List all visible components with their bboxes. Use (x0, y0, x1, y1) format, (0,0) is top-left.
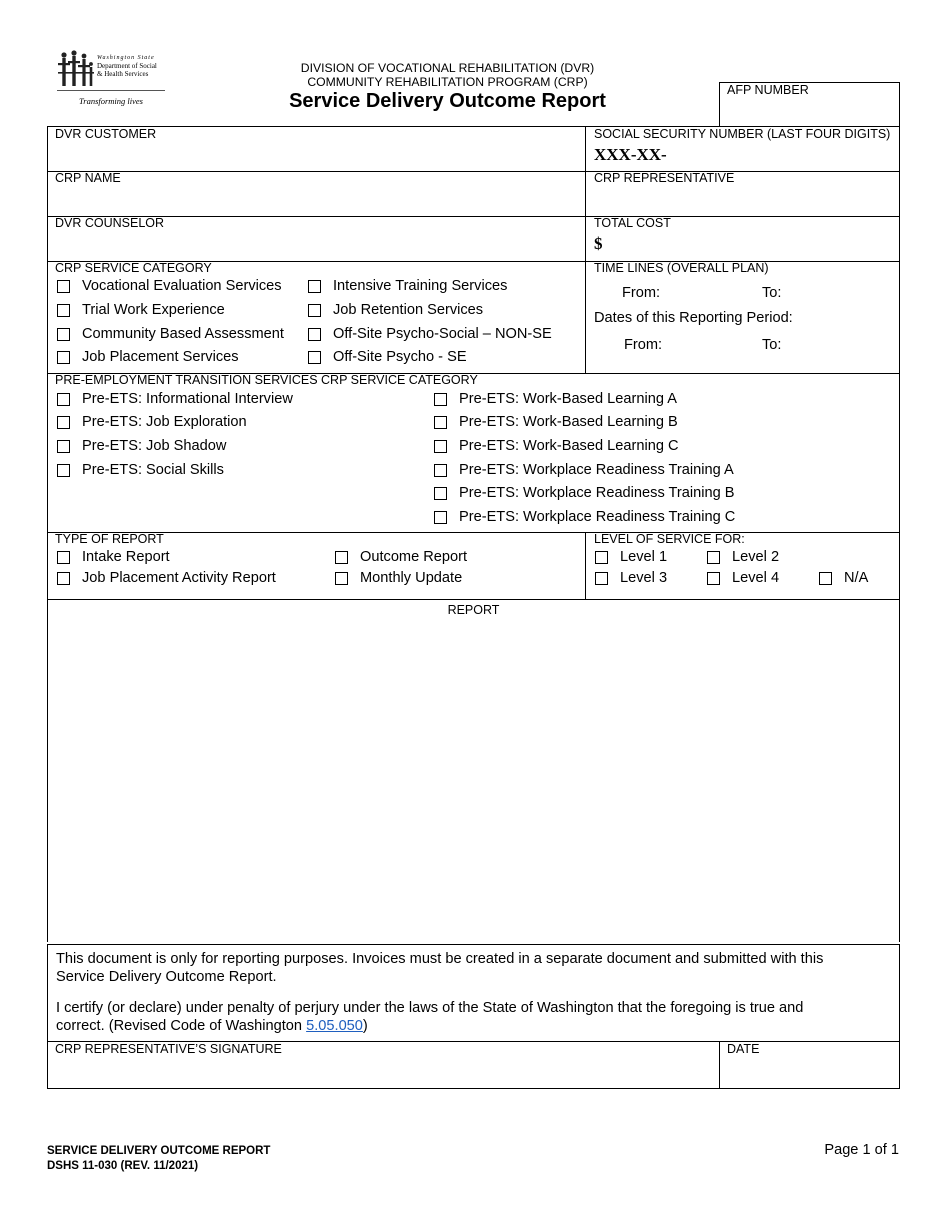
currency-symbol: $ (594, 234, 603, 253)
offsite-psycho-non-se-checkbox[interactable] (308, 328, 321, 341)
report-right-border (899, 600, 900, 942)
period-to-input[interactable] (788, 335, 893, 355)
checkbox-label: Off-Site Psycho-Social – NON-SE (333, 326, 552, 342)
signature-input[interactable] (48, 1058, 718, 1088)
level-3-checkbox[interactable] (595, 572, 608, 585)
checkbox-label: Job Placement Activity Report (82, 570, 276, 586)
column-divider (585, 532, 586, 600)
crp-service-category-label: CRP SERVICE CATEGORY (55, 261, 212, 275)
row-divider (47, 171, 900, 172)
row-divider (47, 216, 900, 217)
checkbox-label: Pre-ETS: Workplace Readiness Training C (459, 509, 736, 525)
pre-ets-job-exploration-checkbox[interactable] (57, 416, 70, 429)
checkbox-label: Pre-ETS: Job Shadow (82, 438, 227, 454)
ssn-last-four-input[interactable] (680, 144, 896, 168)
checkbox-label: Pre-ETS: Work-Based Learning B (459, 414, 678, 430)
trial-work-checkbox[interactable] (57, 304, 70, 317)
logo-rule (57, 90, 165, 91)
checkbox-label: Pre-ETS: Workplace Readiness Training A (459, 462, 734, 478)
notice-text: This document is only for reporting purposes. Invoices must be created in a separate document and submitted with this Service Delivery Outcome Report. (56, 951, 824, 985)
pre-ets-job-shadow-checkbox[interactable] (57, 440, 70, 453)
overall-from-input[interactable] (665, 283, 755, 303)
afp-number-label: AFP NUMBER (727, 83, 809, 97)
family-figures-icon (57, 50, 95, 88)
job-placement-checkbox[interactable] (57, 351, 70, 364)
pre-ets-wbl-b-checkbox[interactable] (434, 416, 447, 429)
checkbox-label: Outcome Report (360, 549, 468, 565)
column-divider (585, 126, 586, 374)
agency-name: Washington State Department of Social & Health Services (97, 55, 157, 78)
page-title: Service Delivery Outcome Report (289, 90, 606, 112)
pre-ets-wrt-a-checkbox[interactable] (434, 464, 447, 477)
pre-ets-social-skills-checkbox[interactable] (57, 464, 70, 477)
checkbox-label: Pre-ETS: Work-Based Learning C (459, 438, 679, 454)
report-left-border (47, 600, 48, 942)
checkbox-label: Pre-ETS: Social Skills (82, 462, 224, 478)
dshs-logo (57, 50, 167, 110)
crp-name-input[interactable] (48, 187, 584, 215)
division-name: DIVISION OF VOCATIONAL REHABILITATION (DVR) (300, 61, 595, 75)
report-label: REPORT (447, 603, 500, 617)
checkbox-label: Level 1 (620, 549, 668, 565)
timelines-label: TIME LINES (OVERALL PLAN) (594, 261, 769, 275)
pre-ets-label: PRE-EMPLOYMENT TRANSITION SERVICES CRP SERVICE CATEGORY (55, 373, 478, 387)
checkbox-label: Off-Site Psycho - SE (333, 349, 467, 365)
row-divider (47, 599, 900, 600)
checkbox-label: Vocational Evaluation Services (82, 278, 282, 294)
signature-label: CRP REPRESENTATIVE’S SIGNATURE (55, 1042, 282, 1056)
date-label: DATE (727, 1042, 760, 1056)
dvr-customer-input[interactable] (48, 142, 584, 170)
form-footer: SERVICE DELIVERY OUTCOME REPORT DSHS 11-030 (REV. 11/2021) (47, 1145, 271, 1172)
total-cost-input[interactable] (608, 232, 898, 259)
checkbox-label: Level 2 (732, 549, 780, 565)
level-2-checkbox[interactable] (707, 551, 720, 564)
level-na-checkbox[interactable] (819, 572, 832, 585)
type-of-report-label: TYPE OF REPORT (55, 532, 164, 546)
offsite-psycho-se-checkbox[interactable] (308, 351, 321, 364)
pre-ets-wbl-a-checkbox[interactable] (434, 393, 447, 406)
pre-ets-wrt-c-checkbox[interactable] (434, 511, 447, 524)
row-divider (47, 532, 900, 533)
job-retention-checkbox[interactable] (308, 304, 321, 317)
checkbox-label: Pre-ETS: Job Exploration (82, 414, 247, 430)
checkbox-label: Job Placement Services (82, 349, 239, 365)
checkbox-label: Job Retention Services (333, 302, 484, 318)
reporting-period-label: Dates of this Reporting Period: (594, 310, 793, 326)
rcw-link[interactable]: 5.05.050 (306, 1018, 363, 1034)
crp-representative-input[interactable] (587, 187, 899, 215)
crp-representative-label: CRP REPRESENTATIVE (594, 171, 735, 185)
period-from-label: From: (624, 337, 663, 353)
ssn-label: SOCIAL SECURITY NUMBER (LAST FOUR DIGITS) (594, 127, 891, 141)
community-assessment-checkbox[interactable] (57, 328, 70, 341)
job-placement-activity-checkbox[interactable] (57, 572, 70, 585)
pre-ets-wbl-c-checkbox[interactable] (434, 440, 447, 453)
checkbox-label: Monthly Update (360, 570, 463, 586)
column-divider (719, 1041, 720, 1089)
period-from-input[interactable] (668, 335, 758, 355)
intensive-training-checkbox[interactable] (308, 280, 321, 293)
checkbox-label: Pre-ETS: Informational Interview (82, 391, 293, 407)
intake-report-checkbox[interactable] (57, 551, 70, 564)
checkbox-label: Intake Report (82, 549, 170, 565)
checkbox-label: Level 4 (732, 570, 780, 586)
pre-ets-informational-interview-checkbox[interactable] (57, 393, 70, 406)
report-textarea[interactable] (50, 622, 896, 940)
checkbox-label: Level 3 (620, 570, 668, 586)
dvr-counselor-label: DVR COUNSELOR (55, 216, 165, 230)
level-of-service-label: LEVEL OF SERVICE FOR: (594, 532, 745, 546)
logo-tagline: Transforming lives (79, 96, 143, 106)
dvr-counselor-input[interactable] (48, 232, 584, 260)
total-cost-label: TOTAL COST (594, 216, 671, 230)
overall-to-label: To: (762, 285, 782, 301)
checkbox-label: Community Based Assessment (82, 326, 284, 342)
checkbox-label: Pre-ETS: Workplace Readiness Training B (459, 485, 735, 501)
certify-text: I certify (or declare) under penalty of perjury under the laws of the State of Washington that the foregoing is true and correct. (Revised Code of Washington 5.05.050) (56, 1000, 804, 1034)
checkbox-label: Intensive Training Services (333, 278, 508, 294)
vocational-evaluation-checkbox[interactable] (57, 280, 70, 293)
page-number: Page 1 of 1 (824, 1142, 899, 1158)
checkbox-label: Trial Work Experience (82, 302, 225, 318)
afp-number-field[interactable] (719, 82, 900, 127)
period-to-label: To: (762, 337, 782, 353)
overall-to-input[interactable] (788, 283, 893, 303)
crp-name-label: CRP NAME (55, 171, 121, 185)
pre-ets-wrt-b-checkbox[interactable] (434, 487, 447, 500)
program-name: COMMUNITY REHABILITATION PROGRAM (CRP) (307, 75, 588, 89)
ssn-prefix: XXX-XX- (594, 145, 667, 164)
level-4-checkbox[interactable] (707, 572, 720, 585)
level-1-checkbox[interactable] (595, 551, 608, 564)
checkbox-label: Pre-ETS: Work-Based Learning A (459, 391, 677, 407)
monthly-update-checkbox[interactable] (335, 572, 348, 585)
outcome-report-checkbox[interactable] (335, 551, 348, 564)
overall-from-label: From: (622, 285, 661, 301)
date-input[interactable] (721, 1058, 898, 1088)
checkbox-label: N/A (844, 570, 869, 586)
dvr-customer-label: DVR CUSTOMER (55, 127, 157, 141)
